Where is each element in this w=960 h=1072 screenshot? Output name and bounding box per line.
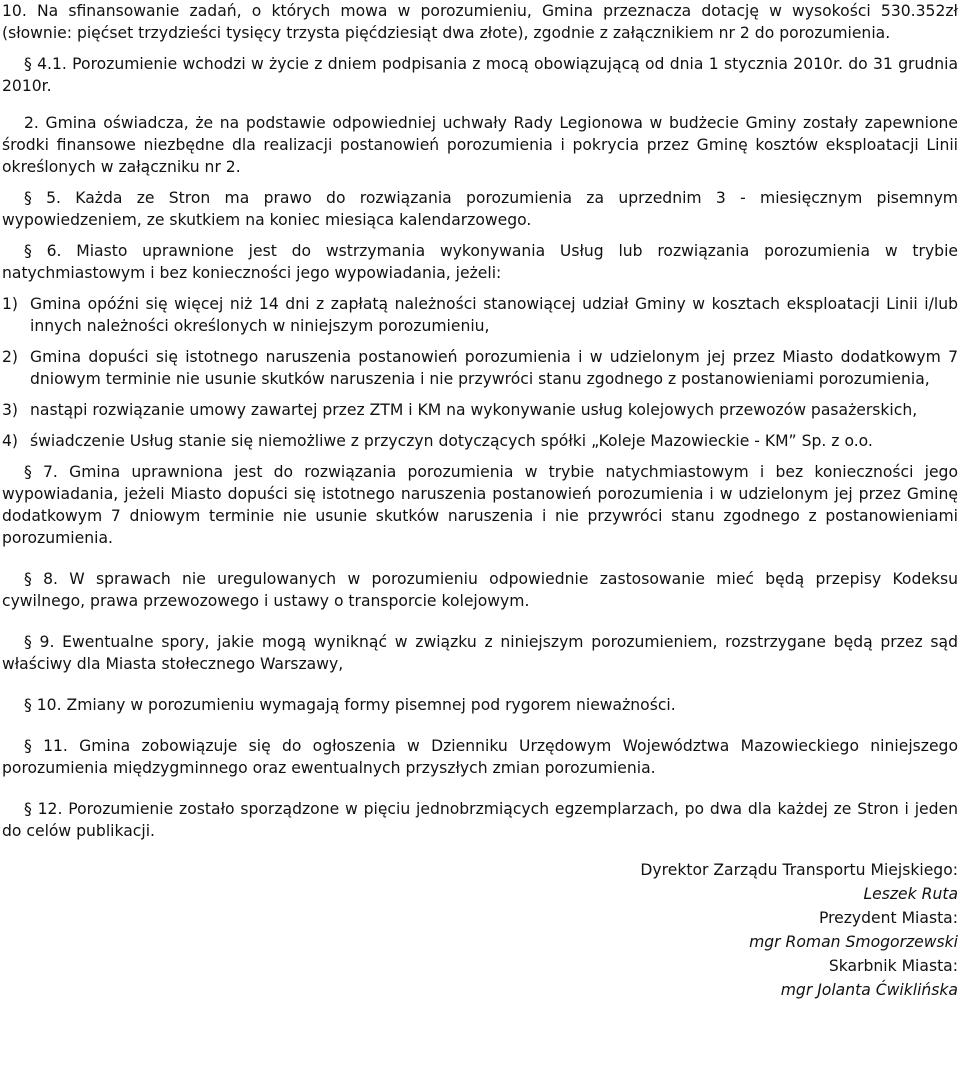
- section-6: § 6. Miasto uprawnione jest do wstrzymania wykonywania Usług lub rozwiązania porozumienia w trybie natychmiastowym i bez konieczności jego wypowiadania, jeżeli:: [2, 242, 958, 282]
- list-text: Gmina dopuści się istotnego naruszenia postanowień porozumienia i w udzielonym jej przez Miasto dodatkowym 7 dniowym terminie nie usunie skutków naruszenia i nie przywróci stanu zgodnego z postanowieniami porozumienia,: [30, 348, 958, 388]
- list-text: Gmina opóźni się więcej niż 14 dni z zapłatą należności stanowiącej udział Gminy w kosztach eksploatacji Linii i/lub innych należności określonych w niniejszym porozumieniu,: [30, 295, 958, 335]
- section-5: § 5. Każda ze Stron ma prawo do rozwiązania porozumienia za uprzednim 3 - miesięcznym pisemnym wypowiedzeniem, ze skutkiem na koniec miesiąca kalendarzowego.: [2, 189, 958, 229]
- signatory-name: mgr Jolanta Ćwiklińska: [780, 981, 958, 999]
- signatory-name: Leszek Ruta: [863, 885, 958, 903]
- paragraph-10: 10. Na sfinansowanie zadań, o których mowa w porozumieniu, Gmina przeznacza dotację w wysokości 530.352zł (słownie: pięćset trzydzieści tysięcy trzysta pięćdziesiąt dwa złote), zgodnie z załącznikiem nr 2 do porozumienia.: [2, 2, 958, 42]
- list-text: świadczenie Usług stanie się niemożliwe z przyczyn dotyczących spółki „Koleje Mazowieckie - KM” Sp. z o.o.: [30, 432, 873, 450]
- list-text: nastąpi rozwiązanie umowy zawartej przez ZTM i KM na wykonywanie usług kolejowych przewozów pasażerskich,: [30, 401, 918, 419]
- section-6-item-2: [2, 346, 958, 390]
- section-10: § 10. Zmiany w porozumieniu wymagają formy pisemnej pod rygorem nieważności.: [24, 696, 676, 714]
- signatory-role: Dyrektor Zarządu Transportu Miejskiego:: [640, 861, 958, 879]
- signature-block: [2, 858, 958, 1002]
- section-11: § 11. Gmina zobowiązuje się do ogłoszenia w Dzienniku Urzędowym Województwa Mazowieckiego niniejszego porozumienia międzygminnego oraz ewentualnych przyszłych zmian porozumienia.: [2, 737, 958, 777]
- section-4-1: § 4.1. Porozumienie wchodzi w życie z dniem podpisania z mocą obowiązującą od dnia 1 stycznia 2010r. do 31 grudnia 2010r.: [2, 55, 958, 95]
- section-9: § 9. Ewentualne spory, jakie mogą wyniknąć w związku z niniejszym porozumieniem, rozstrzygane będą przez sąd właściwy dla Miasta stołecznego Warszawy,: [2, 633, 958, 673]
- signatory-role: Prezydent Miasta:: [818, 909, 958, 927]
- section-6-item-4: [2, 430, 958, 452]
- section-6-item-1: [2, 293, 958, 337]
- list-number: 4): [2, 432, 19, 450]
- section-6-item-3: [2, 399, 958, 421]
- section-4-2: 2. Gmina oświadcza, że na podstawie odpowiedniej uchwały Rady Legionowa w budżecie Gminy zostały zapewnione środki finansowe niezbędne dla realizacji postanowień porozumienia i pokrycia przez Gminę kosztów eksploatacji Linii określonych w załączniku nr 2.: [2, 114, 958, 176]
- list-number: 3): [2, 401, 19, 419]
- section-12: § 12. Porozumienie zostało sporządzone w pięciu jednobrzmiących egzemplarzach, po dwa dla każdej ze Stron i jeden do celów publikacji.: [2, 800, 958, 840]
- signatory-role: Skarbnik Miasta:: [828, 957, 958, 975]
- list-number: 1): [2, 295, 19, 313]
- section-7: § 7. Gmina uprawniona jest do rozwiązania porozumienia w trybie natychmiastowym i bez konieczności jego wypowiadania, jeżeli Miasto dopuści się istotnego naruszenia postanowień porozumienia i w udzielonym jej przez Gminę dodatkowym 7 dniowym terminie nie usunie skutków naruszenia i nie przywróci stanu zgodnego z postanowieniami porozumienia.: [2, 463, 958, 547]
- list-number: 2): [2, 348, 19, 366]
- section-8: § 8. W sprawach nie uregulowanych w porozumieniu odpowiednie zastosowanie mieć będą przepisy Kodeksu cywilnego, prawa przewozowego i ustawy o transporcie kolejowym.: [2, 570, 958, 610]
- signatory-name: mgr Roman Smogorzewski: [749, 933, 958, 951]
